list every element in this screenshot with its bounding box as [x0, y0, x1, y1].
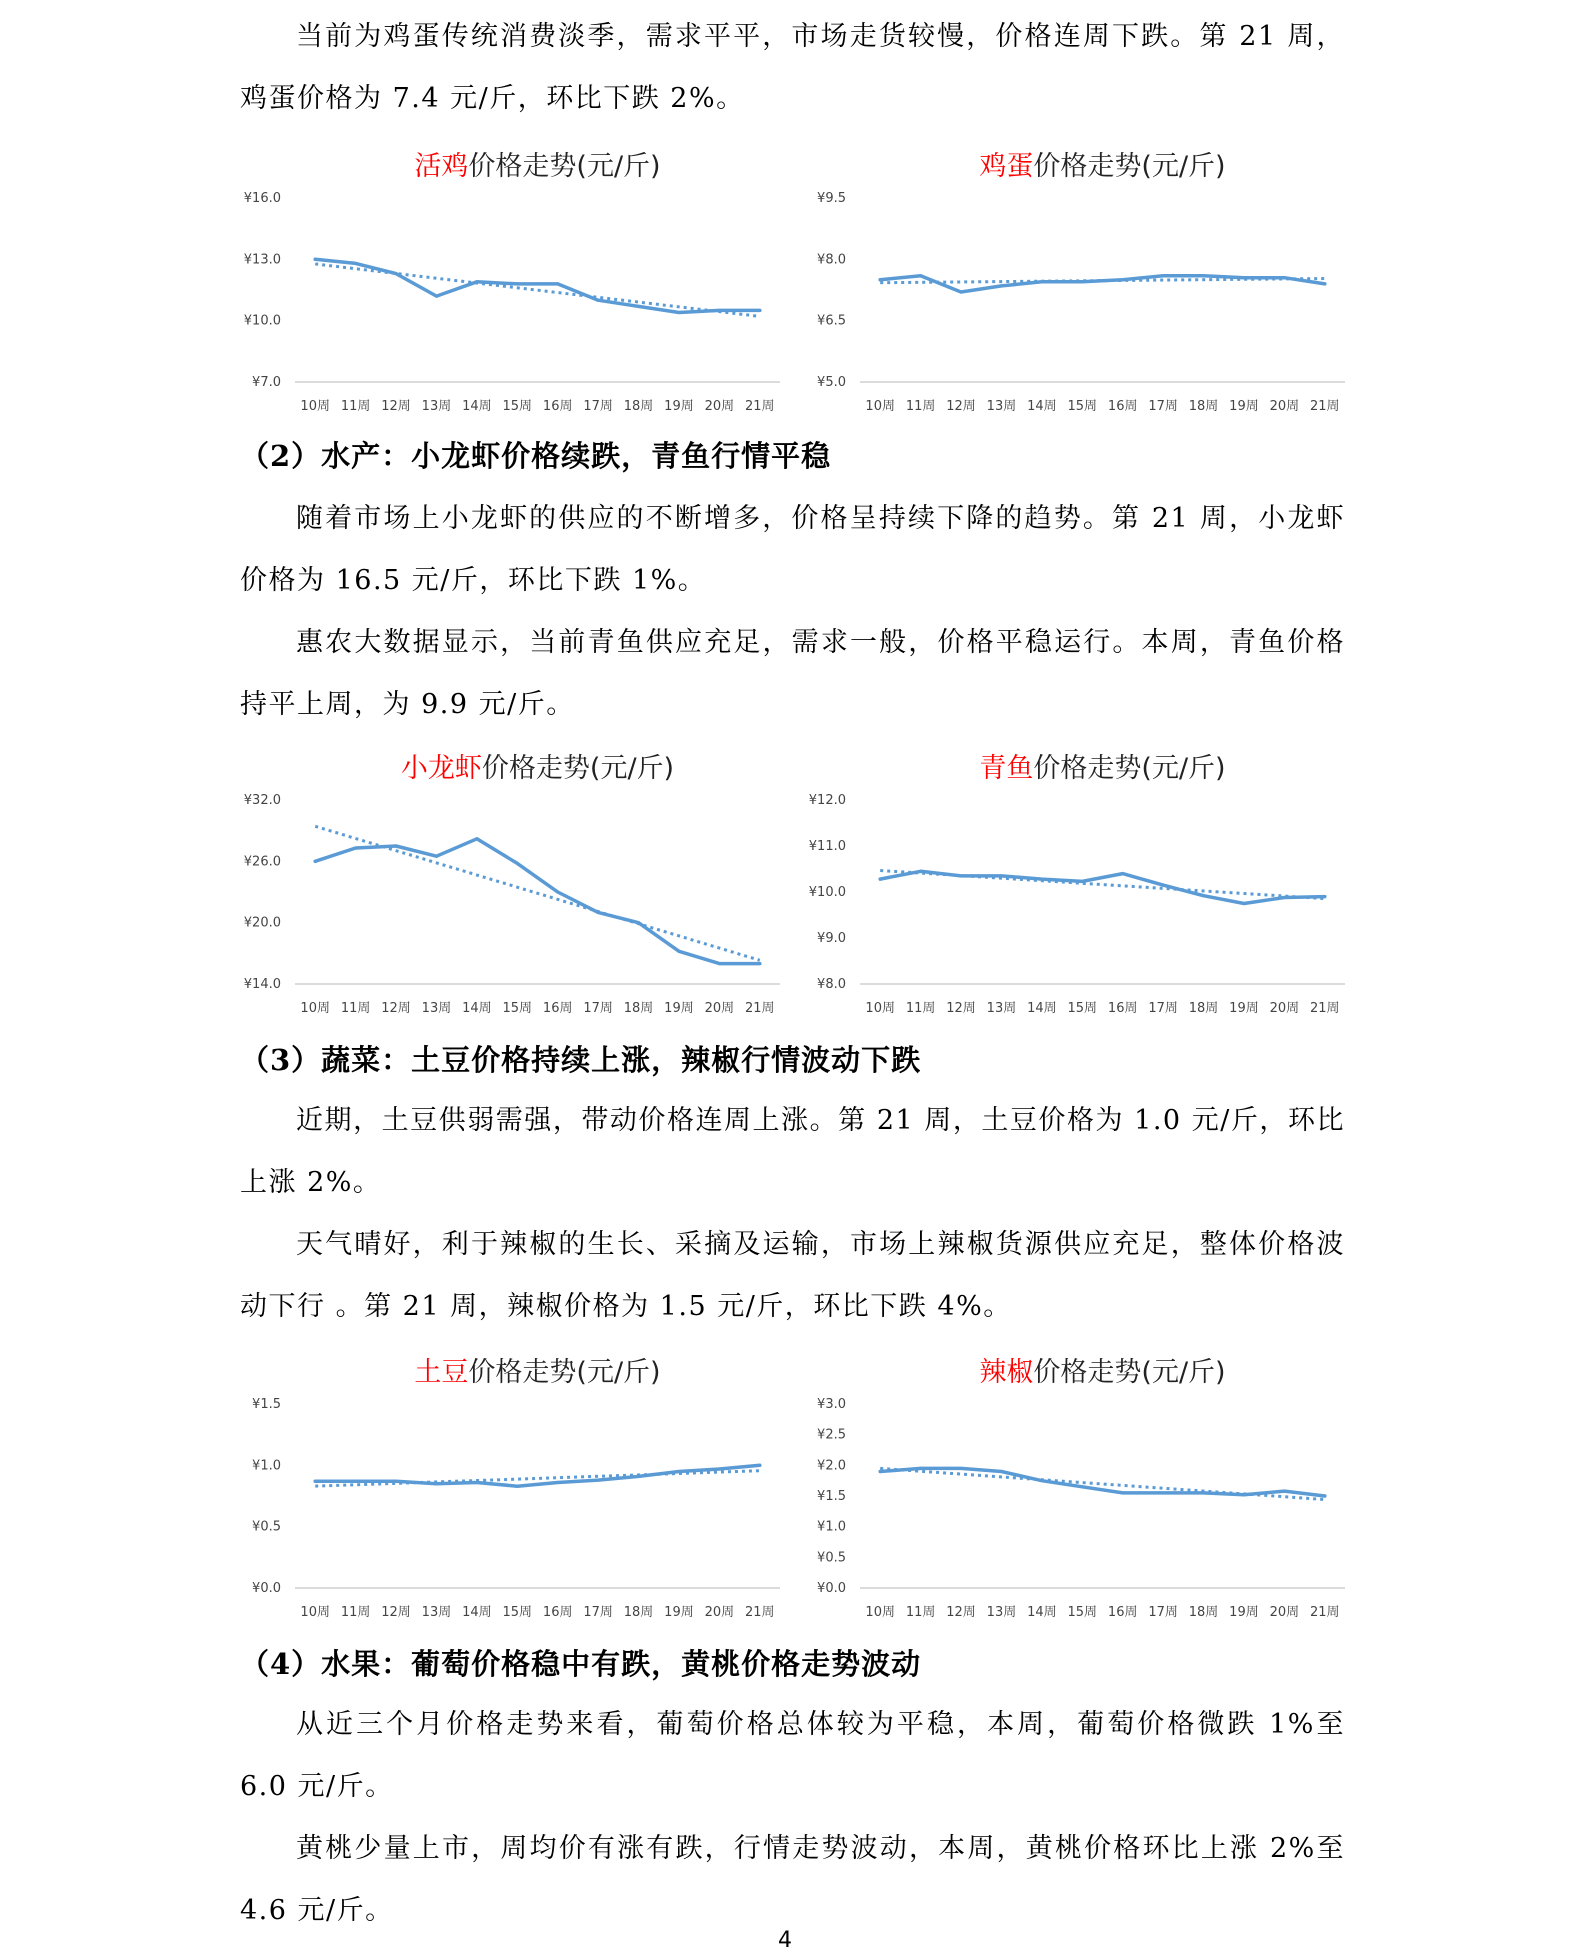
data-point: [556, 890, 559, 893]
data-point: [1081, 1485, 1084, 1488]
chart-title-highlight: 青鱼: [979, 753, 1034, 784]
x-tick-label: 20周: [704, 1001, 735, 1016]
y-tick-label: ¥6.5: [817, 313, 846, 329]
x-tick-label: 12周: [946, 1605, 976, 1620]
x-tick-label: 13周: [421, 1605, 452, 1620]
data-point: [1081, 280, 1084, 283]
series-line: [315, 259, 760, 312]
data-point: [394, 1480, 397, 1483]
chart-title-highlight: 辣椒: [979, 1357, 1034, 1388]
y-tick-label: ¥10.0: [243, 313, 281, 329]
data-point: [1242, 1493, 1245, 1496]
chart-title-highlight: 鸡蛋: [979, 151, 1034, 182]
data-point: [959, 874, 962, 877]
y-tick-label: ¥14.0: [243, 977, 281, 992]
chart-svg: [235, 742, 795, 1027]
paragraph-potato: 近期，土豆供弱需强，带动价格连周上涨。第 21 周，土豆价格为 1.0 元/斤，环比上涨 2%。: [240, 1105, 1345, 1198]
data-point: [597, 1478, 600, 1481]
data-point: [1162, 1491, 1165, 1494]
x-tick-label: 14周: [462, 1605, 492, 1620]
x-tick-label: 11周: [905, 1605, 936, 1620]
x-tick-label: 19周: [664, 1001, 694, 1016]
x-tick-label: 21周: [1310, 399, 1340, 414]
x-tick-label: 19周: [664, 399, 694, 414]
series-line: [880, 1468, 1325, 1496]
data-point: [1323, 895, 1326, 898]
x-tick-label: 18周: [623, 1001, 654, 1016]
chart-svg: [800, 140, 1360, 425]
data-point: [1202, 894, 1205, 897]
y-tick-label: ¥0.0: [252, 1581, 281, 1596]
data-point: [354, 1480, 357, 1483]
x-tick-label: 21周: [745, 399, 775, 414]
chart-svg: [800, 742, 1360, 1027]
x-tick-label: 10周: [865, 1001, 895, 1016]
x-tick-label: 15周: [1067, 1001, 1098, 1016]
y-tick-label: ¥11.0: [808, 839, 846, 854]
x-tick-label: 17周: [1148, 1605, 1178, 1620]
chart-title-highlight: 土豆: [414, 1357, 469, 1388]
x-tick-label: 17周: [1148, 399, 1178, 414]
paragraph-egg: 当前为鸡蛋传统消费淡季，需求平平，市场走货较慢，价格连周下跌。第 21 周，鸡蛋价格为 7.4 元/斤，环比下跌 2%。: [240, 21, 1345, 114]
x-tick-label: 16周: [542, 1605, 573, 1620]
x-tick-label: 19周: [664, 1605, 694, 1620]
x-tick-label: 15周: [1067, 399, 1098, 414]
y-tick-label: ¥13.0: [243, 252, 281, 268]
x-tick-label: 20周: [704, 399, 735, 414]
chart-title: [979, 151, 1225, 182]
data-point: [314, 258, 317, 261]
x-tick-label: 10周: [300, 1001, 330, 1016]
x-tick-label: 18周: [1188, 1605, 1219, 1620]
data-point: [516, 1485, 519, 1488]
data-point: [1121, 278, 1124, 281]
data-point: [637, 305, 640, 308]
paragraph-peach: 黄桃少量上市，周均价有涨有跌，行情走势波动，本周，黄桃价格环比上涨 2%至 4.6 元/斤。: [240, 1833, 1345, 1926]
data-point: [718, 1467, 721, 1470]
x-tick-label: 11周: [340, 1605, 371, 1620]
data-point: [879, 278, 882, 281]
paragraph-crayfish: 随着市场上小龙虾的供应的不断增多，价格呈持续下降的趋势。第 21 周，小龙虾价格为 16.5 元/斤，环比下跌 1%。: [240, 503, 1345, 596]
data-point: [475, 1481, 478, 1484]
x-tick-label: 19周: [1229, 1001, 1259, 1016]
x-tick-label: 10周: [300, 399, 330, 414]
data-point: [1283, 1489, 1286, 1492]
data-point: [677, 950, 680, 953]
data-point: [1242, 902, 1245, 905]
chart-title-rest: 价格走势(元/斤): [1033, 753, 1226, 784]
y-tick-label: ¥1.5: [252, 1397, 281, 1412]
chart-title: [414, 151, 660, 182]
series-line: [315, 839, 760, 964]
x-tick-label: 20周: [1269, 1001, 1300, 1016]
data-point: [919, 274, 922, 277]
x-tick-label: 12周: [381, 1605, 411, 1620]
chart-title-rest: 价格走势(元/斤): [481, 753, 675, 784]
data-point: [1000, 1470, 1003, 1473]
x-tick-label: 17周: [583, 399, 613, 414]
data-point: [718, 309, 721, 312]
data-point: [1283, 896, 1286, 899]
y-tick-label: ¥2.0: [817, 1458, 846, 1474]
y-tick-label: ¥8.0: [817, 252, 846, 268]
chart-title-highlight: 小龙虾: [400, 753, 482, 784]
data-point: [1000, 874, 1003, 877]
x-tick-label: 19周: [1229, 399, 1259, 414]
data-point: [556, 1481, 559, 1484]
x-tick-label: 13周: [986, 1001, 1017, 1016]
y-tick-label: ¥2.5: [817, 1427, 846, 1443]
chart-svg: [235, 1346, 795, 1631]
data-point: [758, 309, 761, 312]
chart-live-chicken: [235, 140, 795, 425]
chart-title: [979, 1357, 1225, 1388]
y-tick-label: ¥32.0: [243, 793, 281, 808]
x-tick-label: 16周: [542, 1001, 573, 1016]
x-tick-label: 18周: [623, 399, 654, 414]
x-tick-label: 21周: [745, 1605, 775, 1620]
x-tick-label: 12周: [381, 1001, 411, 1016]
data-point: [1202, 1491, 1205, 1494]
data-point: [435, 295, 438, 298]
series-line: [315, 1465, 760, 1486]
data-point: [677, 311, 680, 314]
chart-title: [401, 753, 674, 784]
data-point: [1040, 878, 1043, 881]
y-tick-label: ¥8.0: [817, 977, 846, 992]
x-tick-label: 11周: [340, 1001, 371, 1016]
y-tick-label: ¥1.0: [817, 1519, 846, 1535]
x-tick-label: 15周: [502, 1001, 533, 1016]
page-number: 4: [778, 1928, 792, 1953]
x-tick-label: 20周: [1269, 399, 1300, 414]
series-line: [880, 276, 1325, 292]
y-tick-label: ¥1.5: [817, 1489, 846, 1504]
data-point: [1040, 280, 1043, 283]
x-tick-label: 13周: [421, 1001, 452, 1016]
y-tick-label: ¥10.0: [808, 885, 846, 900]
y-tick-label: ¥9.5: [817, 191, 846, 206]
x-tick-label: 16周: [1107, 399, 1138, 414]
y-tick-label: ¥16.0: [243, 191, 281, 206]
x-tick-label: 17周: [1148, 1001, 1178, 1016]
y-tick-label: ¥5.0: [817, 375, 846, 390]
x-tick-label: 19周: [1229, 1605, 1259, 1620]
x-tick-label: 12周: [381, 399, 411, 414]
x-tick-label: 18周: [623, 1605, 654, 1620]
y-tick-label: ¥0.5: [817, 1550, 846, 1566]
data-point: [1121, 1491, 1124, 1494]
x-tick-label: 21周: [745, 1001, 775, 1016]
data-point: [959, 290, 962, 293]
data-point: [1202, 274, 1205, 277]
data-point: [718, 962, 721, 965]
x-tick-label: 15周: [502, 1605, 533, 1620]
data-point: [435, 1482, 438, 1485]
chart-title-rest: 价格走势(元/斤): [1033, 151, 1226, 182]
y-tick-label: ¥26.0: [243, 854, 281, 870]
data-point: [637, 1475, 640, 1478]
x-tick-label: 11周: [905, 1001, 936, 1016]
y-tick-label: ¥3.0: [817, 1397, 846, 1412]
x-tick-label: 10周: [865, 399, 895, 414]
y-tick-label: ¥12.0: [808, 793, 846, 808]
x-tick-label: 12周: [946, 399, 976, 414]
chart-title-rest: 价格走势(元/斤): [1033, 1357, 1226, 1388]
data-point: [1040, 1479, 1043, 1482]
chart-carp: [800, 742, 1360, 1027]
x-tick-label: 14周: [1027, 399, 1057, 414]
data-point: [314, 860, 317, 863]
data-point: [314, 1480, 317, 1483]
chart-title-highlight: 活鸡: [414, 151, 469, 182]
data-point: [1162, 884, 1165, 887]
y-tick-label: ¥0.5: [252, 1519, 281, 1535]
x-tick-label: 13周: [986, 1605, 1017, 1620]
chart-svg: [800, 1346, 1360, 1631]
data-point: [1323, 1494, 1326, 1497]
chart-title: [979, 753, 1225, 784]
x-tick-label: 21周: [1310, 1001, 1340, 1016]
x-tick-label: 17周: [583, 1001, 613, 1016]
x-tick-label: 18周: [1188, 1001, 1219, 1016]
x-tick-label: 11周: [340, 399, 371, 414]
data-point: [394, 844, 397, 847]
heading-vegetable: （3）蔬菜：土豆价格持续上涨，辣椒行情波动下跌: [240, 1043, 922, 1077]
data-point: [516, 862, 519, 865]
x-tick-label: 13周: [421, 399, 452, 414]
x-tick-label: 20周: [704, 1605, 735, 1620]
x-tick-label: 15周: [1067, 1605, 1098, 1620]
x-tick-label: 17周: [583, 1605, 613, 1620]
data-point: [394, 272, 397, 275]
data-point: [475, 280, 478, 283]
paragraph-carp: 惠农大数据显示，当前青鱼供应充足，需求一般，价格平稳运行。本周，青鱼价格持平上周，为 9.9 元/斤。: [240, 627, 1345, 720]
paragraph-grape: 从近三个月价格走势来看，葡萄价格总体较为平稳，本周，葡萄价格微跌 1%至 6.0 元/斤。: [240, 1709, 1345, 1802]
x-tick-label: 10周: [865, 1605, 895, 1620]
data-point: [879, 1470, 882, 1473]
x-tick-label: 13周: [986, 399, 1017, 414]
x-tick-label: 12周: [946, 1001, 976, 1016]
x-tick-label: 16周: [1107, 1605, 1138, 1620]
data-point: [1162, 274, 1165, 277]
data-point: [597, 911, 600, 914]
x-tick-label: 14周: [1027, 1001, 1057, 1016]
y-tick-label: ¥1.0: [252, 1458, 281, 1474]
data-point: [556, 282, 559, 285]
x-tick-label: 14周: [462, 399, 492, 414]
y-tick-label: ¥9.0: [817, 931, 846, 946]
data-point: [597, 299, 600, 302]
y-tick-label: ¥0.0: [817, 1581, 846, 1596]
heading-aquatic: （2）水产：小龙虾价格续跌，青鱼行情平稳: [240, 439, 832, 473]
y-tick-label: ¥20.0: [243, 915, 281, 931]
data-point: [959, 1467, 962, 1470]
x-tick-label: 16周: [1107, 1001, 1138, 1016]
data-point: [677, 1470, 680, 1473]
chart-title-rest: 价格走势(元/斤): [468, 151, 661, 182]
x-tick-label: 14周: [462, 1001, 492, 1016]
heading-fruit: （4）水果：葡萄价格稳中有跌，黄桃价格走势波动: [240, 1647, 922, 1681]
chart-title: [414, 1357, 660, 1388]
data-point: [758, 1464, 761, 1467]
data-point: [354, 262, 357, 265]
data-point: [1242, 276, 1245, 279]
data-point: [354, 846, 357, 849]
data-point: [435, 855, 438, 858]
chart-pepper: [800, 1346, 1360, 1631]
data-point: [919, 870, 922, 873]
chart-crayfish: [235, 742, 795, 1027]
data-point: [879, 878, 882, 881]
data-point: [1323, 282, 1326, 285]
data-point: [919, 1467, 922, 1470]
paragraph-pepper: 天气晴好，利于辣椒的生长、采摘及运输，市场上辣椒货源供应充足，整体价格波动下行 。第 21 周，辣椒价格为 1.5 元/斤，环比下跌 4%。: [240, 1229, 1345, 1322]
data-point: [637, 921, 640, 924]
data-point: [1081, 880, 1084, 883]
x-tick-label: 10周: [300, 1605, 330, 1620]
data-point: [475, 837, 478, 840]
x-tick-label: 11周: [905, 399, 936, 414]
chart-egg: [800, 140, 1360, 425]
data-point: [1283, 276, 1286, 279]
series-line: [880, 871, 1325, 903]
x-tick-label: 15周: [502, 399, 533, 414]
x-tick-label: 20周: [1269, 1605, 1300, 1620]
x-tick-label: 18周: [1188, 399, 1219, 414]
data-point: [1121, 872, 1124, 875]
chart-title-rest: 价格走势(元/斤): [468, 1357, 661, 1388]
x-tick-label: 16周: [542, 399, 573, 414]
data-point: [516, 282, 519, 285]
x-tick-label: 21周: [1310, 1605, 1340, 1620]
data-point: [758, 962, 761, 965]
chart-svg: [235, 140, 795, 425]
y-tick-label: ¥7.0: [252, 375, 281, 390]
data-point: [1000, 284, 1003, 287]
chart-potato: [235, 1346, 795, 1631]
x-tick-label: 14周: [1027, 1605, 1057, 1620]
